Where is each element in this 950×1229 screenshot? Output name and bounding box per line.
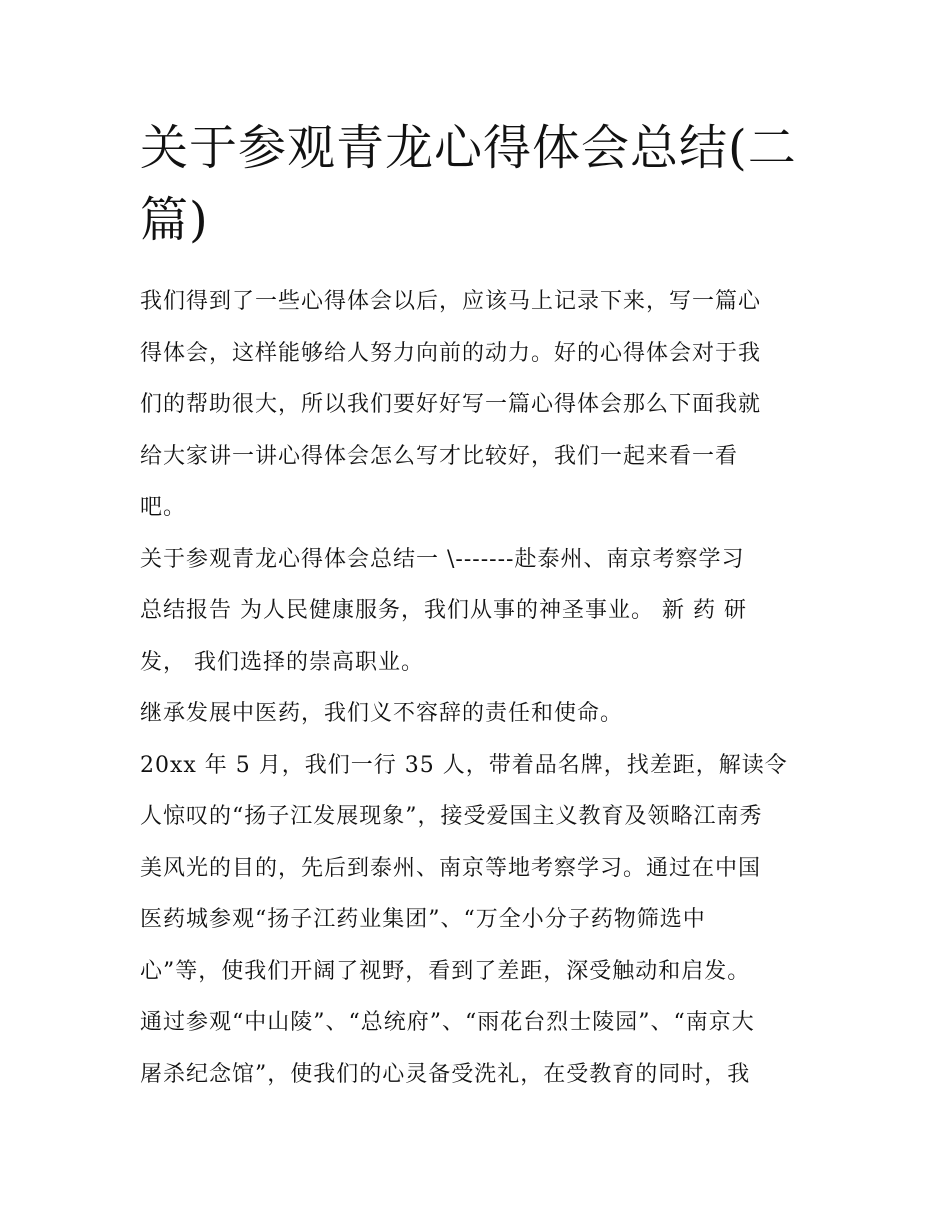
body-line: 20xx 年 5 月，我们一行 35 人，带着品名牌，找差距，解读令 <box>140 752 788 778</box>
title-line: 关于参观青龙心得体会总结(二 <box>140 120 797 176</box>
body-line: 屠杀纪念馆”，使我们的心灵备受洗礼，在受教育的同时，我 <box>140 1061 751 1087</box>
body-line: 们的帮助很大，所以我们要好好写一篇心得体会那么下面我就 <box>140 392 762 417</box>
body-line: 继承发展中医药，我们义不容辞的责任和使命。 <box>140 701 624 726</box>
body-line: 医药城参观“扬子江药业集团”、“万全小分子药物筛选中 <box>140 907 706 932</box>
body-line: 通过参观“中山陵”、“总统府”、“雨花台烈士陵园”、“南京大 <box>140 1010 755 1035</box>
document-body <box>140 276 830 1100</box>
body-line: 总结报告 为人民健康服务，我们从事的神圣事业。 新 药 研 <box>140 598 747 623</box>
body-line: 关于参观青龙心得体会总结一 \-------赴泰州、南京考察学习 <box>140 546 745 572</box>
body-line: 人惊叹的“扬子江发展现象”，接受爱国主义教育及领略江南秀 <box>140 804 763 829</box>
body-line: 给大家讲一讲心得体会怎么写才比较好，我们一起来看一看 <box>140 443 739 469</box>
body-line: 我们得到了一些心得体会以后，应该马上记录下来，写一篇心 <box>140 289 762 314</box>
body-line: 吧。 <box>140 495 187 520</box>
title-line: 篇) <box>140 192 209 248</box>
document-title <box>140 112 830 256</box>
body-line: 得体会，这样能够给人努力向前的动力。好的心得体会对于我 <box>140 340 762 366</box>
body-line: 发， 我们选择的崇高职业。 <box>140 649 424 675</box>
body-line: 美风光的目的，先后到泰州、南京等地考察学习。通过在中国 <box>140 855 762 881</box>
body-line: 心”等，使我们开阔了视野，看到了差距，深受触动和启发。 <box>140 958 751 984</box>
